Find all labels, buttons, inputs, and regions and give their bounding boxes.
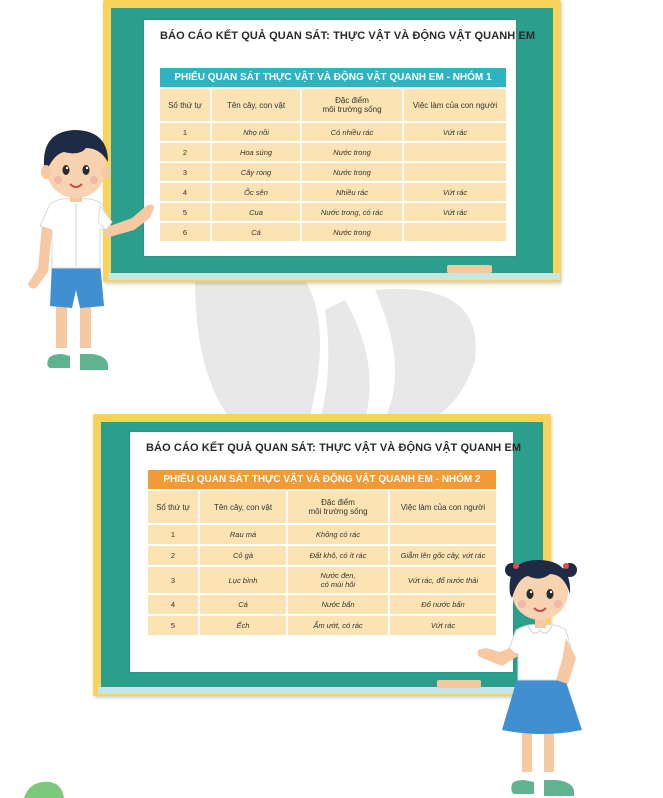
cell-name: Nhọ nồi bbox=[212, 123, 300, 141]
sheet-1-header-row bbox=[160, 89, 506, 121]
cell-habitat-line1: Nước bẩn bbox=[321, 600, 355, 609]
col-name-header: Tên cây, con vật bbox=[200, 491, 286, 523]
girl-pointing-illustration-icon bbox=[472, 548, 592, 798]
green-leaf-icon bbox=[20, 778, 64, 798]
cell-name: Cây rong bbox=[212, 163, 300, 181]
sheet-2-header-row bbox=[148, 491, 496, 523]
col-name-header: Tên cây, con vật bbox=[212, 89, 300, 121]
report-2-paper bbox=[130, 432, 522, 672]
cell-human bbox=[404, 223, 506, 241]
cell-human bbox=[404, 143, 506, 161]
cell-name: Ốc sên bbox=[212, 183, 300, 201]
cell-index: 1 bbox=[160, 123, 210, 141]
table-row bbox=[160, 123, 506, 141]
col-index-header: Số thứ tự bbox=[148, 491, 198, 523]
cell-human: Đổ nước bẩn bbox=[390, 595, 496, 614]
sheet-1-title: PHIẾU QUAN SÁT THỰC VẬT VÀ ĐỘNG VẬT QUANH EM - NHÓM 1 bbox=[160, 68, 506, 87]
col-habitat-header-line2: môi trường sống bbox=[308, 507, 368, 516]
cell-name: Hoa súng bbox=[212, 143, 300, 161]
cell-index: 4 bbox=[148, 595, 198, 614]
cell-index: 3 bbox=[148, 567, 198, 593]
cell-human: Vứt rác bbox=[390, 616, 496, 635]
col-habitat-header bbox=[302, 89, 402, 121]
table-row bbox=[160, 223, 506, 241]
cell-index: 6 bbox=[160, 223, 210, 241]
cell-habitat bbox=[288, 616, 388, 635]
col-habitat-header-line1: Đặc điểm bbox=[335, 96, 369, 105]
report-1-title: BÁO CÁO KẾT QUẢ QUAN SÁT: THỰC VẬT VÀ ĐỘNG VẬT QUANH EM bbox=[160, 30, 536, 42]
sheet-2-title: PHIẾU QUAN SÁT THỰC VẬT VÀ ĐỘNG VẬT QUANH EM - NHÓM 2 bbox=[148, 470, 496, 489]
cell-habitat-line1: Nước đen, bbox=[320, 571, 356, 580]
col-habitat-header-line1: Đặc điểm bbox=[321, 498, 355, 507]
observation-sheet-2 bbox=[146, 468, 498, 637]
table-row bbox=[148, 567, 496, 593]
cell-name: Cá bbox=[212, 223, 300, 241]
cell-name: Rau má bbox=[200, 525, 286, 544]
cell-name: Lục bình bbox=[200, 567, 286, 593]
cell-habitat bbox=[288, 567, 388, 593]
chalk-1 bbox=[447, 265, 492, 273]
observation-sheet-1 bbox=[158, 66, 508, 243]
cell-habitat: Nước trong, có rác bbox=[302, 203, 402, 221]
cell-index: 2 bbox=[160, 143, 210, 161]
cell-name: Cá bbox=[200, 595, 286, 614]
cell-name: Cua bbox=[212, 203, 300, 221]
table-row bbox=[160, 183, 506, 201]
cell-habitat-line1: Không có rác bbox=[315, 530, 361, 539]
cell-human: Vứt rác, đổ nước thải bbox=[390, 567, 496, 593]
cell-habitat: Có nhiều rác bbox=[302, 123, 402, 141]
cell-habitat-line2: có mùi hôi bbox=[320, 580, 356, 589]
boy-pointing-illustration-icon bbox=[14, 122, 160, 390]
cell-habitat: Nước trong bbox=[302, 143, 402, 161]
cell-human: Vứt rác bbox=[404, 203, 506, 221]
col-habitat-header bbox=[288, 491, 388, 523]
col-index-header: Số thứ tự bbox=[160, 89, 210, 121]
cell-habitat: Nhiều rác bbox=[302, 183, 402, 201]
cell-index: 3 bbox=[160, 163, 210, 181]
cell-human bbox=[404, 163, 506, 181]
col-human-header: Việc làm của con người bbox=[390, 491, 496, 523]
cell-name: Cỏ gà bbox=[200, 546, 286, 565]
cell-habitat bbox=[288, 546, 388, 565]
report-2-title: BÁO CÁO KẾT QUẢ QUAN SÁT: THỰC VẬT VÀ ĐỘNG VẬT QUANH EM bbox=[146, 442, 522, 454]
cell-index: 1 bbox=[148, 525, 198, 544]
cell-index: 5 bbox=[160, 203, 210, 221]
cell-habitat bbox=[288, 525, 388, 544]
cell-habitat: Nước trong bbox=[302, 223, 402, 241]
col-habitat-header-line2: môi trường sống bbox=[322, 105, 382, 114]
cell-index: 2 bbox=[148, 546, 198, 565]
cell-human bbox=[390, 525, 496, 544]
table-row bbox=[160, 203, 506, 221]
report-1-paper bbox=[144, 20, 536, 256]
cell-human: Giẫm lên gốc cây, vứt rác bbox=[390, 546, 496, 565]
col-human-header: Việc làm của con người bbox=[404, 89, 506, 121]
table-row bbox=[148, 546, 496, 565]
cell-habitat: Nước trong bbox=[302, 163, 402, 181]
table-row bbox=[148, 525, 496, 544]
table-row bbox=[160, 143, 506, 161]
cell-name: Ếch bbox=[200, 616, 286, 635]
cell-index: 4 bbox=[160, 183, 210, 201]
cell-index: 5 bbox=[148, 616, 198, 635]
cell-human: Vứt rác bbox=[404, 123, 506, 141]
table-row bbox=[148, 616, 496, 635]
cell-human: Vứt rác bbox=[404, 183, 506, 201]
cell-habitat-line1: Đất khô, có ít rác bbox=[309, 551, 367, 560]
table-row bbox=[148, 595, 496, 614]
cell-habitat-line1: Ẩm ướt, có rác bbox=[313, 621, 363, 630]
table-row bbox=[160, 163, 506, 181]
cell-habitat bbox=[288, 595, 388, 614]
chalkboard-1-tray bbox=[108, 273, 560, 280]
